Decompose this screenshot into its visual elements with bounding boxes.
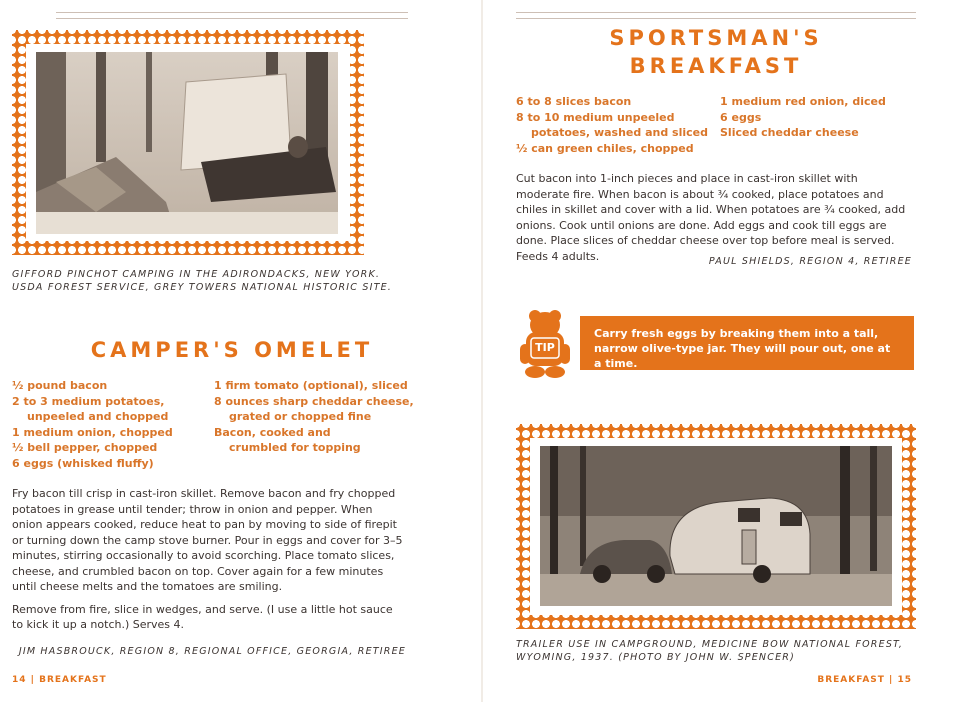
- ingredient: Bacon, cooked and: [214, 425, 331, 439]
- ingredient: 2 to 3 medium potatoes,: [12, 394, 165, 408]
- ingredient: 6 eggs: [720, 110, 762, 124]
- ingredients-column-2: [214, 378, 454, 456]
- ingredients-column-1: [516, 94, 722, 156]
- ingredient: ½ can green chiles, chopped: [516, 141, 694, 155]
- tip-bear-badge: [516, 306, 574, 380]
- title-line: SPORTSMAN'S: [609, 26, 823, 50]
- tip-text: Carry fresh eggs by breaking them into a tall, narrow olive-type jar. They will pour out, one at a time.: [594, 327, 891, 370]
- ingredients-column-2: [720, 94, 920, 141]
- page-footer-right: BREAKFAST | 15: [817, 675, 912, 685]
- directions-paragraph: Cut bacon into 1-inch pieces and place in cast-iron skillet with moderate fire. When bacon is about ¾ cooked, place potatoes and chiles in skillet and cover with a lid. When potatoes are ¾ cooked, add onions. Cook until onions are done. Add eggs and cook till eggs are done. Place slices of cheddar cheese over top before meal is served. Feeds 4 adults.: [516, 172, 906, 263]
- caption-line: USDA FOREST SERVICE, GREY TOWERS NATIONAL HISTORIC SITE.: [12, 282, 393, 293]
- caption-line: TRAILER USE IN CAMPGROUND, MEDICINE BOW NATIONAL FOREST,: [516, 639, 904, 650]
- ingredient: 1 firm tomato (optional), sliced: [214, 379, 408, 392]
- ingredient: 6 to 8 slices bacon: [516, 95, 632, 108]
- camping-photo-image: [36, 52, 338, 234]
- recipe-credit: PAUL SHIELDS, REGION 4, RETIREE: [708, 256, 912, 267]
- directions-paragraph: Fry bacon till crisp in cast-iron skillet. Remove bacon and fry chopped potatoes in grease until tender; throw in onion and pepper. When onion appears cooked, reduce heat to pan by moving to side of firepit or turning down the camp stove burner. Pour in eggs and cover for 3–5 minutes, stirring occasionally to avoid scorching. Place tomato slices, cheese, and crumbled bacon on top. Cover again for a few minutes until cheese melts and the tomatoes are smiling.: [12, 487, 403, 593]
- ingredient: 1 medium red onion, diced: [720, 95, 886, 108]
- ingredient: potatoes, washed and sliced: [531, 126, 708, 139]
- directions-paragraph: Remove from fire, slice in wedges, and serve. (I use a little hot sauce to kick it up a notch.) Serves 4.: [12, 602, 393, 631]
- caption-line: GIFFORD PINCHOT CAMPING IN THE ADIRONDACKS, NEW YORK.: [12, 269, 381, 280]
- ingredient: unpeeled and chopped: [27, 410, 169, 423]
- ingredient: 6 eggs (whisked fluffy): [12, 456, 154, 470]
- caption-line: WYOMING, 1937. (PHOTO BY JOHN W. SPENCER): [516, 652, 795, 663]
- right-page: [482, 0, 964, 702]
- ingredients-column-1: [12, 378, 212, 471]
- ingredient: ½ bell pepper, chopped: [12, 441, 158, 454]
- ingredient: 8 to 10 medium unpeeled: [516, 110, 675, 124]
- trailer-photo: [540, 446, 892, 606]
- ingredient: 8 ounces sharp cheddar cheese,: [214, 394, 414, 408]
- ingredient: Sliced cheddar cheese: [720, 126, 859, 139]
- recipe-title-sportsmans-breakfast: [516, 24, 916, 80]
- ingredient: crumbled for topping: [229, 441, 361, 454]
- ingredient: grated or chopped fine: [229, 410, 372, 423]
- title-line: BREAKFAST: [629, 54, 803, 78]
- recipe-credit: JIM HASBROUCK, REGION 8, REGIONAL OFFICE, GEORGIA, RETIREE: [18, 646, 406, 657]
- recipe-directions: [12, 486, 404, 640]
- ingredient: ½ pound bacon: [12, 379, 108, 392]
- top-rule: [56, 12, 408, 19]
- photo-caption: [12, 268, 452, 294]
- ingredient: 1 medium onion, chopped: [12, 425, 173, 439]
- recipe-title-campers-omelet: CAMPER'S OMELET: [90, 338, 374, 362]
- tip-badge-label: TIP: [535, 341, 555, 354]
- trailer-photo-image: [540, 446, 892, 606]
- top-rule: [516, 12, 916, 19]
- photo-caption: [516, 638, 936, 664]
- camping-photo: [36, 52, 338, 234]
- page-footer-left: 14 | BREAKFAST: [12, 675, 107, 685]
- tip-box: [580, 316, 914, 370]
